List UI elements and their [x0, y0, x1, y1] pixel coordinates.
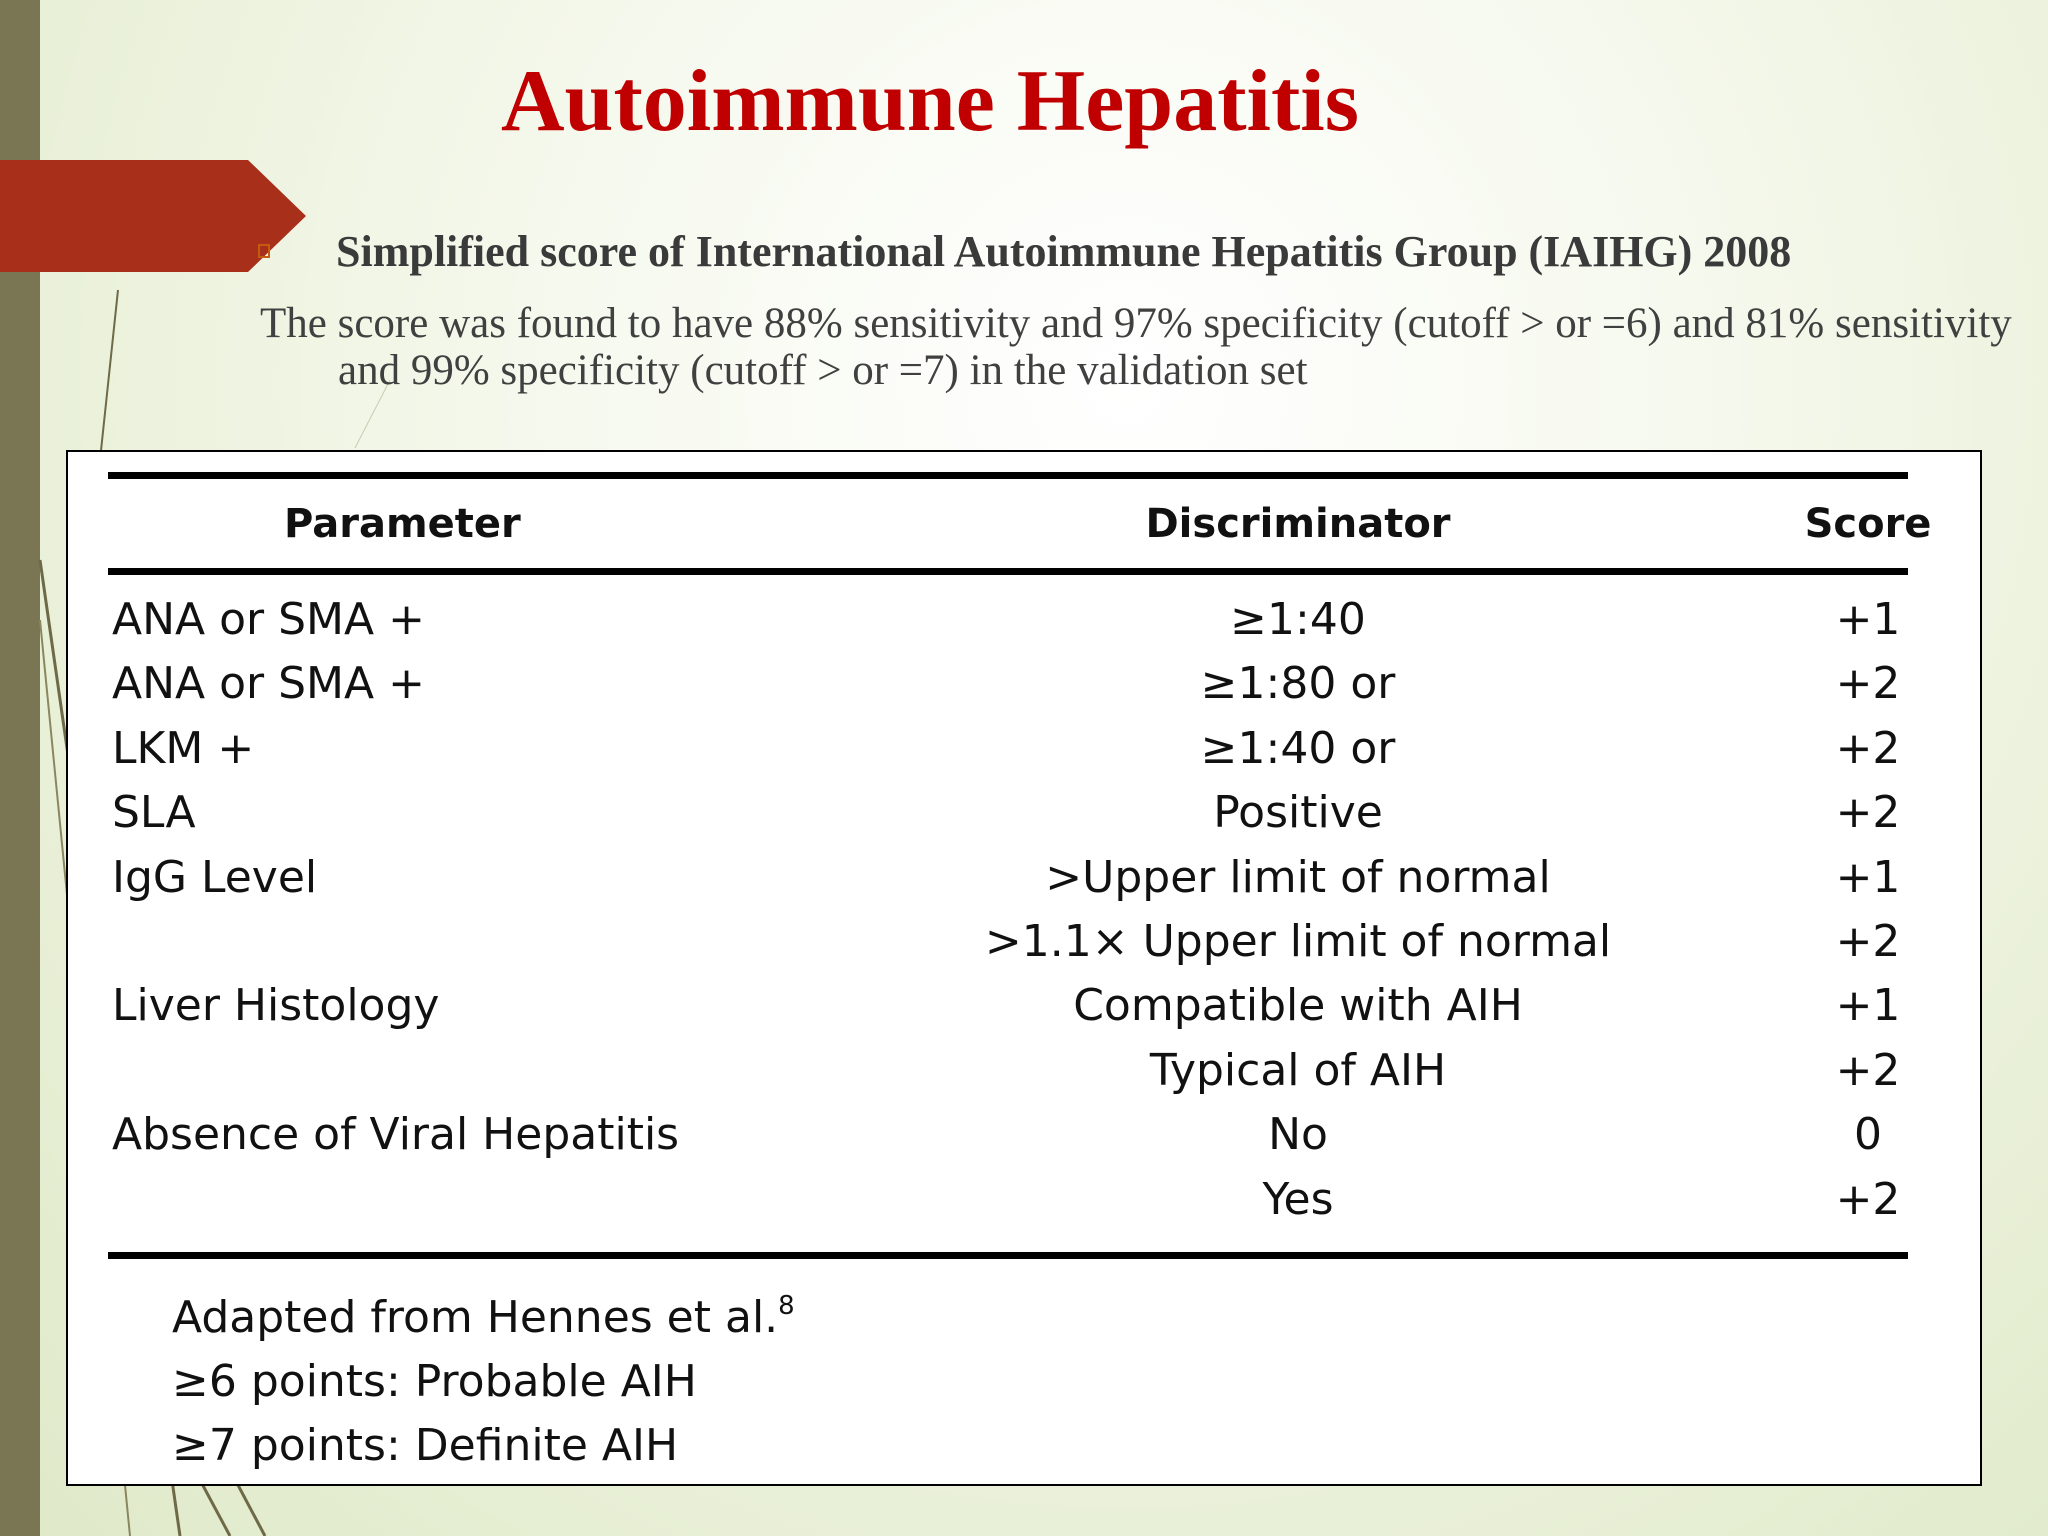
table-body: [68, 588, 1984, 1232]
table-row: [68, 1103, 1984, 1167]
cell-parameter: SLA: [112, 787, 196, 839]
cell-discriminator: Yes: [1262, 1173, 1334, 1225]
cell-discriminator: ≥1:40 or: [1200, 722, 1396, 774]
table-bottom-rule: [108, 1252, 1908, 1259]
cell-discriminator: >1.1× Upper limit of normal: [984, 915, 1612, 967]
cell-score: +1: [1835, 980, 1901, 1032]
table-row: [68, 846, 1984, 910]
slide-subtitle: Simplified score of International Autoimmune Hepatitis Group (IAIHG) 2008: [336, 227, 1792, 276]
header-parameter: Parameter: [284, 501, 521, 547]
cell-parameter: LKM +: [112, 722, 255, 774]
subtitle-bullet-row: [258, 222, 1958, 282]
table-row: [68, 1039, 1984, 1103]
footnote-source-text: Adapted from Hennes et al.: [172, 1292, 779, 1343]
cell-score: +2: [1835, 787, 1901, 839]
footnote-probable: ≥6 points: Probable AIH: [172, 1356, 697, 1407]
cell-score: +1: [1835, 594, 1901, 645]
cell-discriminator: Positive: [1213, 787, 1383, 839]
header-score: Score: [1804, 501, 1932, 547]
table-header-rule: [108, 568, 1908, 575]
table-row: [68, 910, 1984, 974]
cell-discriminator: >Upper limit of normal: [1045, 851, 1551, 903]
table-row: [68, 1168, 1984, 1232]
cell-parameter: IgG Level: [112, 851, 318, 903]
footnote-reference: 8: [778, 1291, 795, 1321]
footnote-definite: ≥7 points: Definite AIH: [172, 1420, 679, 1471]
cell-score: 0: [1854, 1109, 1882, 1161]
cell-discriminator: No: [1268, 1109, 1328, 1161]
cell-score: +1: [1835, 851, 1901, 903]
cell-parameter: Absence of Viral Hepatitis: [112, 1109, 680, 1161]
cell-score: +2: [1835, 1173, 1901, 1225]
cell-score: +2: [1835, 915, 1901, 967]
table-row: [68, 974, 1984, 1038]
cell-parameter: Liver Histology: [112, 980, 440, 1032]
cell-score: +2: [1835, 1044, 1901, 1096]
table-footnotes: [172, 1274, 795, 1478]
cell-score: +2: [1835, 722, 1901, 774]
score-description: The score was found to have 88% sensitivity and 97% specificity (cutoff > or =6) and 81% sensitivity and 99% specificity (cutoff > or =7) in the validation set: [260, 300, 2012, 394]
header-discriminator: Discriminator: [1145, 501, 1451, 547]
table-row: [68, 781, 1984, 845]
table-row: [68, 717, 1984, 781]
cell-discriminator: Compatible with AIH: [1073, 980, 1523, 1032]
table-top-rule: [108, 472, 1908, 479]
cell-discriminator: ≥1:40: [1230, 594, 1366, 645]
cell-parameter: ANA or SMA +: [112, 594, 425, 645]
table-row: [68, 588, 1984, 652]
cell-parameter: ANA or SMA +: [112, 658, 425, 710]
score-table-card: [66, 450, 1982, 1486]
cell-score: +2: [1835, 658, 1901, 710]
bullet-icon: [258, 244, 270, 258]
cell-discriminator: ≥1:80 or: [1200, 658, 1396, 710]
footnote-source: [172, 1274, 795, 1350]
table-header-row: [68, 494, 1984, 554]
table-row: [68, 652, 1984, 716]
cell-discriminator: Typical of AIH: [1149, 1044, 1447, 1096]
slide-title: Autoimmune Hepatitis: [501, 53, 1359, 150]
